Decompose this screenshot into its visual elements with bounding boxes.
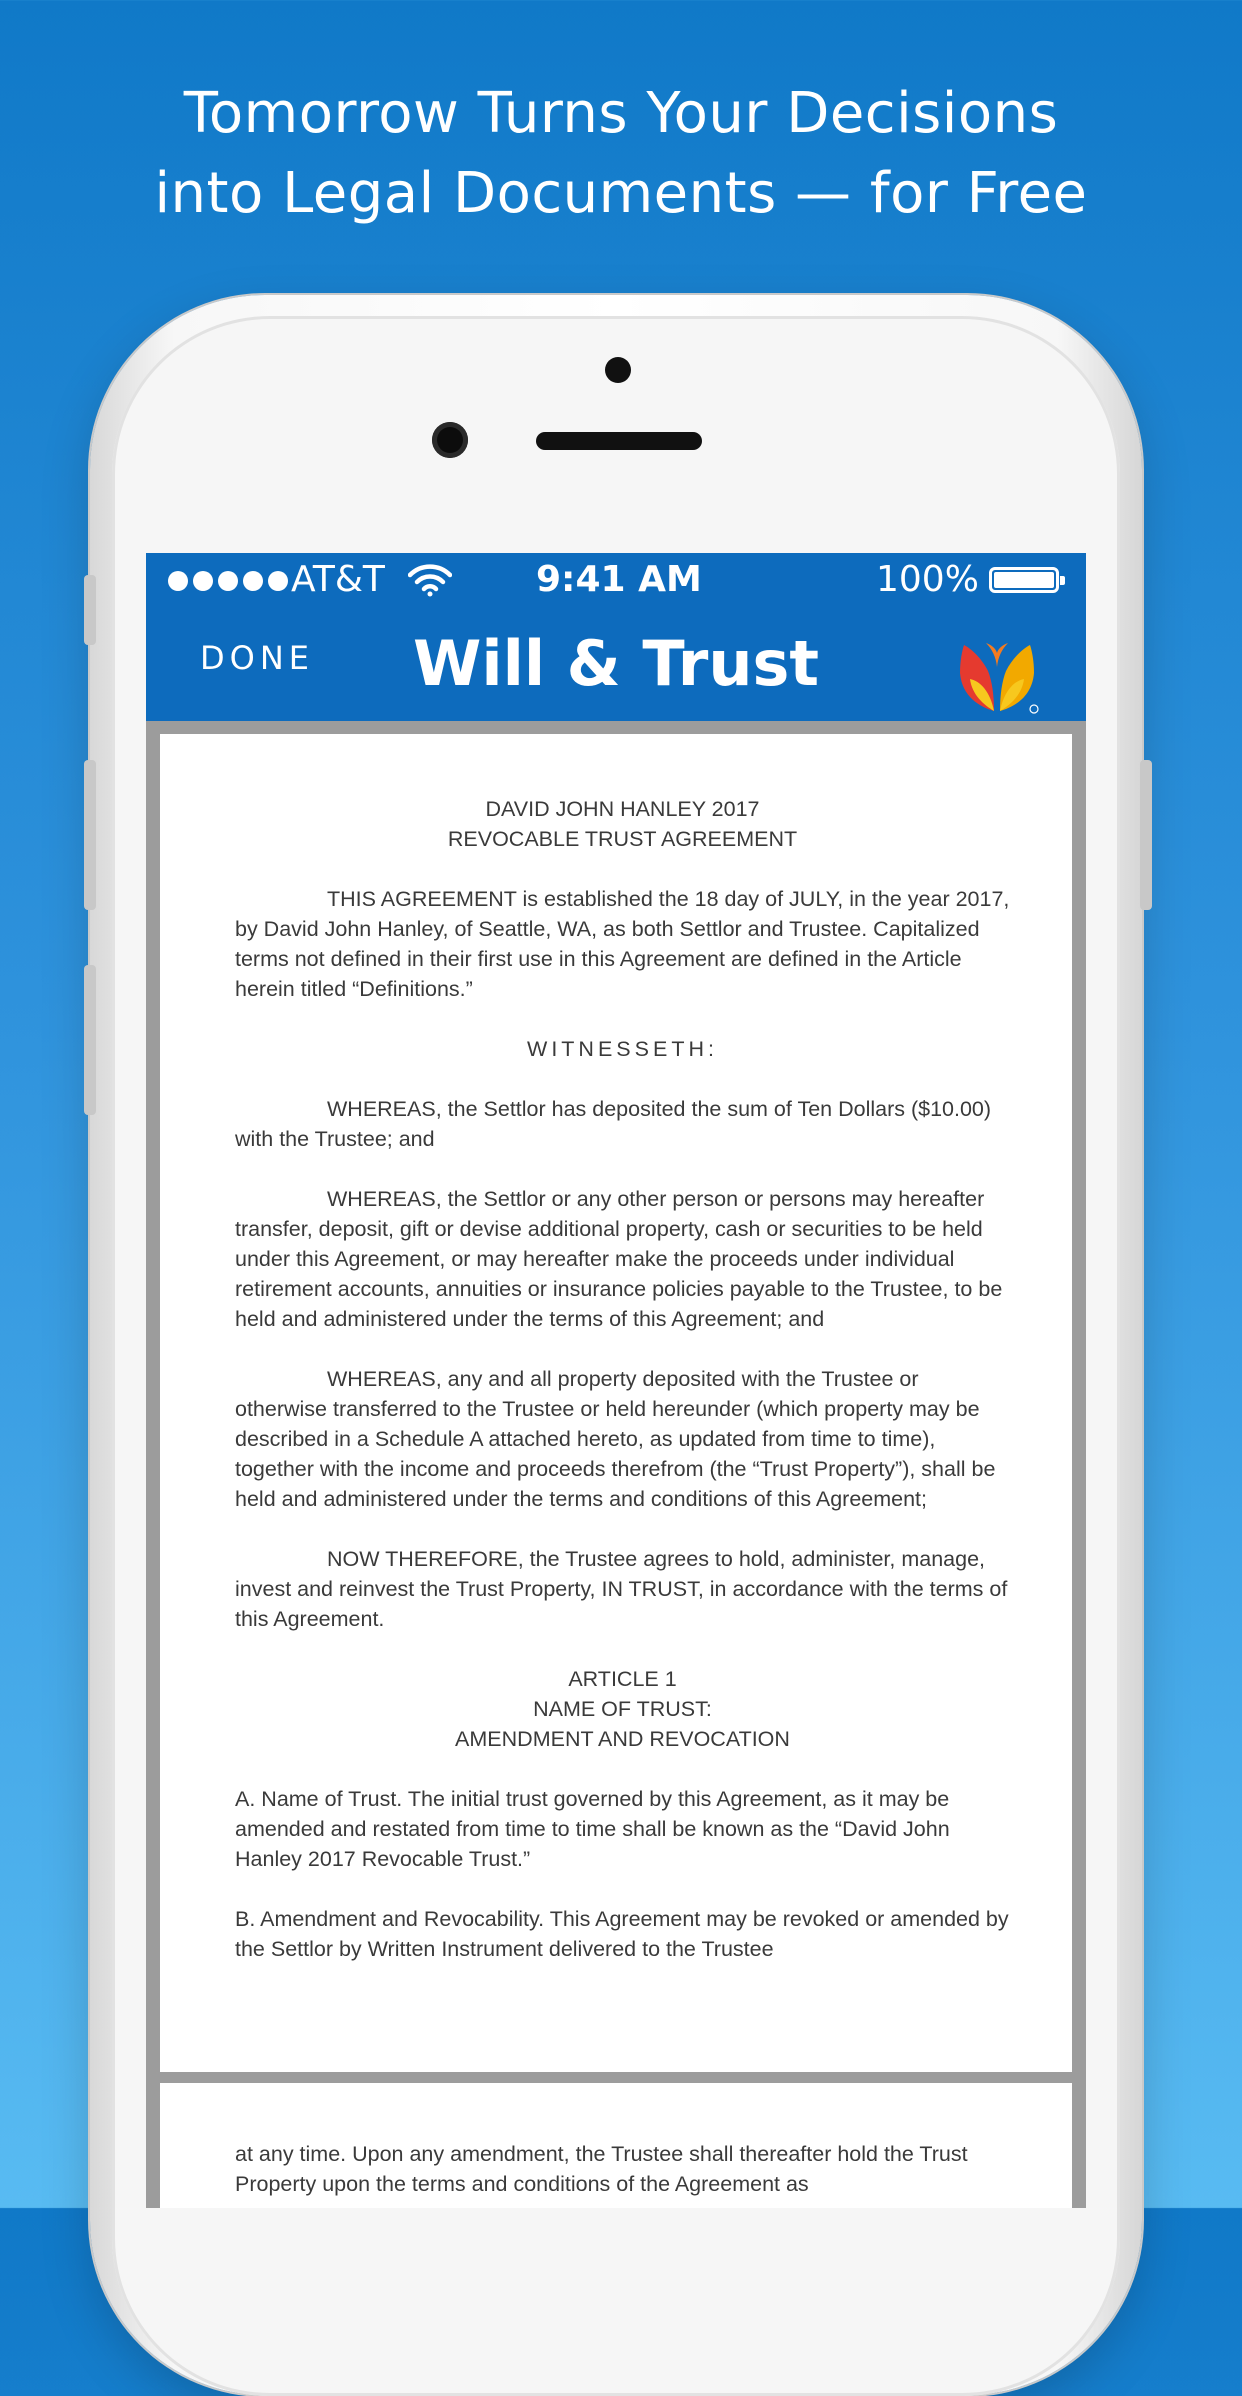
- witnesseth-heading: WITNESSETH:: [527, 1037, 718, 1061]
- status-bar: [146, 553, 1086, 609]
- paragraph-whereas-deposit: WHEREAS, the Settlor has deposited the sum of Ten Dollars ($10.00) with the Trustee; and: [235, 1097, 992, 1151]
- document-title: [235, 794, 1010, 854]
- phone-power-button: [1140, 760, 1152, 910]
- document-body: [235, 794, 1010, 1994]
- carrier-name: AT&T: [291, 559, 385, 600]
- paragraph-now-therefore: NOW THEREFORE, the Trustee agrees to hold, administer, manage, invest and reinvest the Trust Property, IN TRUST, in accordance with the terms of this Agreement.: [235, 1547, 1008, 1631]
- document-title-line-2: REVOCABLE TRUST AGREEMENT: [447, 827, 798, 851]
- battery-icon: [989, 567, 1059, 593]
- headline-line-2: into Legal Documents — for Free: [154, 161, 1088, 226]
- earpiece-speaker: [536, 432, 702, 450]
- phone-mute-switch: [84, 575, 96, 645]
- front-camera: [605, 357, 631, 383]
- article-heading: [235, 1664, 1010, 1754]
- paragraph-whereas-transfer: WHEREAS, the Settlor or any other person or persons may hereafter transfer, deposit, gift or devise additional property, cash or securities to be held under this Agreement, or may hereafter make the proceeds under individual retirement accounts, annuities or insurance policies payable to the Trustee, to be held and administered under the terms of this Agreement; and: [235, 1187, 1003, 1331]
- phone-volume-down-button: [84, 965, 96, 1115]
- paragraph-page-2: at any time. Upon any amendment, the Trustee shall thereafter hold the Trust Property upon the terms and conditions of the Agreement as: [235, 2142, 968, 2196]
- document-page-2: [160, 2083, 1072, 2208]
- done-button[interactable]: DONE: [200, 639, 314, 677]
- butterfly-book-logo-icon: [956, 639, 1040, 715]
- wifi-icon: [408, 563, 452, 597]
- article-heading-line-2: NAME OF TRUST:: [533, 1697, 712, 1721]
- status-time: 9:41 AM: [536, 559, 702, 600]
- navigation-bar: [146, 609, 1086, 721]
- battery-percentage: 100%: [876, 559, 979, 600]
- page-title: Will & Trust: [412, 627, 820, 700]
- paragraph-agreement: THIS AGREEMENT is established the 18 day of JULY, in the year 2017, by David John Hanley, of Seattle, WA, as both Settlor and Trustee. Capitalized terms not defined in their first use in this Agreement are defined in the Article herein titled “Definitions.”: [235, 887, 1010, 1001]
- document-page-2-body: [235, 2139, 1010, 2208]
- article-heading-line-1: ARTICLE 1: [568, 1667, 677, 1691]
- paragraph-amendment: B. Amendment and Revocability. This Agreement may be revoked or amended by the Settlor by Written Instrument delivered to the Trustee: [235, 1907, 1009, 1961]
- phone-volume-up-button: [84, 760, 96, 910]
- phone-screen: [146, 553, 1086, 2208]
- marketing-headline: [0, 74, 1242, 234]
- article-heading-line-3: AMENDMENT AND REVOCATION: [455, 1727, 790, 1751]
- paragraph-whereas-property: WHEREAS, any and all property deposited with the Trustee or otherwise transferred to the Trustee or held hereunder (which property may be described in a Schedule A attached hereto, as updated from time to time), together with the income and proceeds therefrom (the “Trust Property”), shall be held and administered under the terms and conditions of this Agreement;: [235, 1367, 996, 1511]
- document-title-line-1: DAVID JOHN HANLEY 2017: [485, 797, 760, 821]
- paragraph-name-of-trust: A. Name of Trust. The initial trust governed by this Agreement, as it may be amended and restated from time to time shall be known as the “David John Hanley 2017 Revocable Trust.”: [235, 1787, 950, 1871]
- proximity-sensor: [432, 422, 468, 458]
- headline-line-1: Tomorrow Turns Your Decisions: [183, 81, 1059, 146]
- document-page-1: [160, 734, 1072, 2072]
- signal-strength-icon: [168, 571, 288, 591]
